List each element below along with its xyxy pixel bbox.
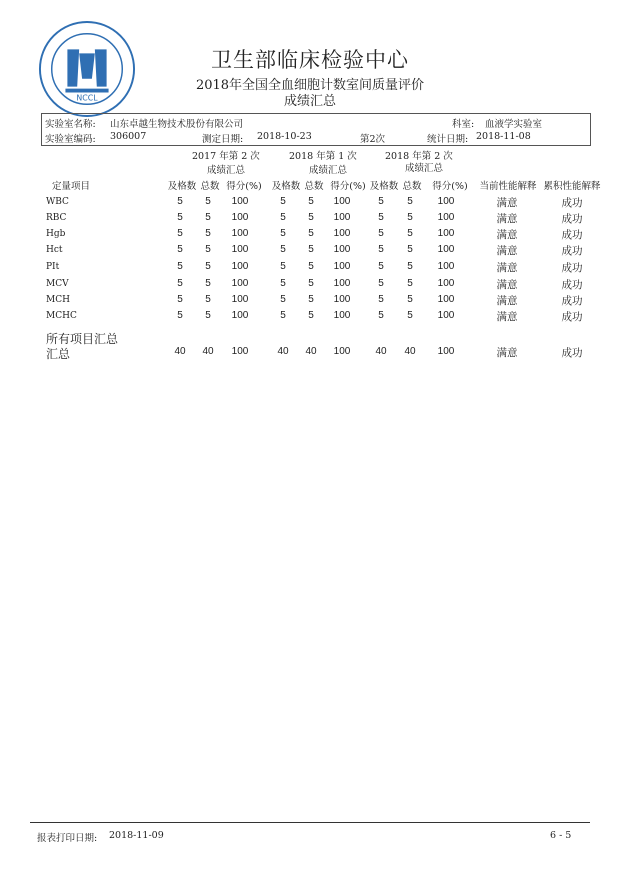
summary-cell: 40 [174,346,186,357]
table-cell: 5 [407,278,413,289]
col-header: 及格数 [167,181,197,192]
table-cell: 5 [407,196,413,207]
table-cell: 5 [308,310,314,321]
table-cell: 100 [231,310,249,321]
table-cell: 5 [308,278,314,289]
table-cell: 100 [231,278,249,289]
print-date: 2018-11-09 [109,830,164,841]
table-cell: 5 [177,278,183,289]
current-performance: 满意 [496,213,518,225]
table-cell: 5 [205,228,211,239]
summary-cell: 40 [404,346,416,357]
table-cell: 5 [280,244,286,255]
summary-current-performance: 满意 [496,347,518,359]
cumulative-performance: 成功 [561,295,583,307]
table-cell: 5 [378,294,384,305]
table-cell: 100 [231,294,249,305]
summary-cell: 40 [277,346,289,357]
table-cell: 5 [378,228,384,239]
group-header-1-line1: 2017 年第 2 次 [192,151,260,162]
group-header-3-line2: 成绩汇总 [405,163,444,174]
table-cell: 5 [407,261,413,272]
cumulative-performance: 成功 [561,311,583,323]
table-cell: 100 [333,244,351,255]
table-cell: 5 [280,278,286,289]
table-cell: 5 [378,196,384,207]
table-cell: 5 [280,310,286,321]
table-cell: 5 [177,310,183,321]
table-cell: 100 [437,228,455,239]
table-cell: 5 [177,228,183,239]
col-header: 及格数 [271,181,301,192]
table-cell: 5 [407,310,413,321]
table-cell: 5 [378,310,384,321]
table-cell: 100 [437,212,455,223]
table-cell: 100 [437,196,455,207]
table-cell: 5 [280,294,286,305]
col-header: 得分(%) [432,181,468,192]
table-cell: 100 [437,261,455,272]
row-item-label: MCH [46,295,70,305]
table-cell: 100 [437,294,455,305]
stat-date: 2018-11-08 [476,131,531,142]
table-cell: 100 [231,196,249,207]
table-cell: 5 [308,196,314,207]
row-item-label: RBC [46,213,67,223]
table-cell: 5 [308,228,314,239]
summary-cell: 40 [375,346,387,357]
col-header: 得分(%) [330,181,366,192]
current-performance: 满意 [496,197,518,209]
table-cell: 5 [205,261,211,272]
cumulative-performance: 成功 [561,279,583,291]
table-cell: 5 [407,228,413,239]
row-item-label: MCHC [46,311,77,321]
col-header: 得分(%) [226,181,262,192]
table-cell: 5 [177,196,183,207]
col-header: 及格数 [369,181,399,192]
row-item-label: Hgb [46,229,66,239]
group-header-2-line2: 成绩汇总 [309,165,348,176]
table-cell: 100 [333,196,351,207]
summary-cell: 100 [231,346,249,357]
dept-label: 科室: [452,119,475,130]
summary-label-2: 汇总 [46,347,71,361]
table-cell: 5 [280,196,286,207]
table-cell: 100 [333,310,351,321]
table-cell: 100 [437,310,455,321]
row-item-label: MCV [46,279,69,289]
table-cell: 5 [177,261,183,272]
table-cell: 5 [378,212,384,223]
table-cell: 5 [407,212,413,223]
table-cell: 5 [205,294,211,305]
item-header: 定量项目 [52,181,91,192]
table-cell: 5 [407,294,413,305]
table-cell: 5 [177,244,183,255]
col-header: 总数 [304,181,324,192]
lab-name: 山东卓越生物技术股份有限公司 [110,119,244,130]
lab-code: 306007 [110,131,147,142]
test-date-label: 测定日期: [202,134,244,145]
table-cell: 5 [177,294,183,305]
table-cell: 5 [205,212,211,223]
current-performance: 满意 [496,295,518,307]
table-cell: 100 [333,228,351,239]
table-cell: 100 [231,244,249,255]
summary-cell: 100 [437,346,455,357]
current-performance: 满意 [496,229,518,241]
table-cell: 100 [437,278,455,289]
group-header-2-line1: 2018 年第 1 次 [289,151,357,162]
summary-cell: 40 [305,346,317,357]
report-subtitle: 成绩汇总 [283,94,336,109]
col-header: 总数 [402,181,422,192]
table-cell: 100 [333,261,351,272]
table-cell: 100 [437,244,455,255]
table-cell: 5 [205,196,211,207]
current-performance: 满意 [496,262,518,274]
table-cell: 100 [333,278,351,289]
table-cell: 100 [231,212,249,223]
table-cell: 5 [378,244,384,255]
col-header: 总数 [200,181,220,192]
table-cell: 5 [308,212,314,223]
round: 第2次 [360,134,386,145]
col-header: 当前性能解释 [479,181,537,192]
table-cell: 5 [177,212,183,223]
cumulative-performance: 成功 [561,245,583,257]
table-cell: 100 [333,212,351,223]
cumulative-performance: 成功 [561,213,583,225]
table-cell: 5 [407,244,413,255]
lab-name-label: 实验室名称: [45,119,96,130]
summary-label: 所有项目汇总 [46,332,119,346]
row-item-label: PIt [46,262,60,272]
table-cell: 5 [378,261,384,272]
lab-info-box [41,113,591,146]
page-number: 6 - 5 [550,830,572,841]
org-name: 卫生部临床检验中心 [211,48,409,72]
table-cell: 5 [205,310,211,321]
table-cell: 100 [231,261,249,272]
col-header: 累积性能解释 [543,181,601,192]
logo-initials: NCCL [76,93,98,103]
summary-cumulative-performance: 成功 [561,347,583,359]
group-header-1-line2: 成绩汇总 [207,165,246,176]
table-cell: 5 [378,278,384,289]
table-cell: 5 [280,261,286,272]
footer-rule [30,822,590,823]
current-performance: 满意 [496,311,518,323]
cumulative-performance: 成功 [561,197,583,209]
lab-code-label: 实验室编码: [45,134,96,145]
stat-date-label: 统计日期: [427,134,469,145]
table-cell: 5 [308,244,314,255]
table-cell: 5 [205,278,211,289]
dept: 血液学实验室 [485,119,543,130]
group-header-3-line1: 2018 年第 2 次 [385,151,453,162]
cumulative-performance: 成功 [561,262,583,274]
report-title: 2018年全国全血细胞计数室间质量评价 [195,78,425,93]
table-cell: 5 [308,294,314,305]
summary-cell: 100 [333,346,351,357]
row-item-label: Hct [46,245,63,255]
current-performance: 满意 [496,279,518,291]
summary-cell: 40 [202,346,214,357]
test-date: 2018-10-23 [257,131,312,142]
table-cell: 5 [280,228,286,239]
current-performance: 满意 [496,245,518,257]
table-cell: 5 [308,261,314,272]
table-cell: 100 [231,228,249,239]
row-item-label: WBC [46,197,69,207]
table-cell: 5 [205,244,211,255]
print-date-label: 报表打印日期: [37,833,98,844]
table-cell: 5 [280,212,286,223]
table-cell: 100 [333,294,351,305]
cumulative-performance: 成功 [561,229,583,241]
